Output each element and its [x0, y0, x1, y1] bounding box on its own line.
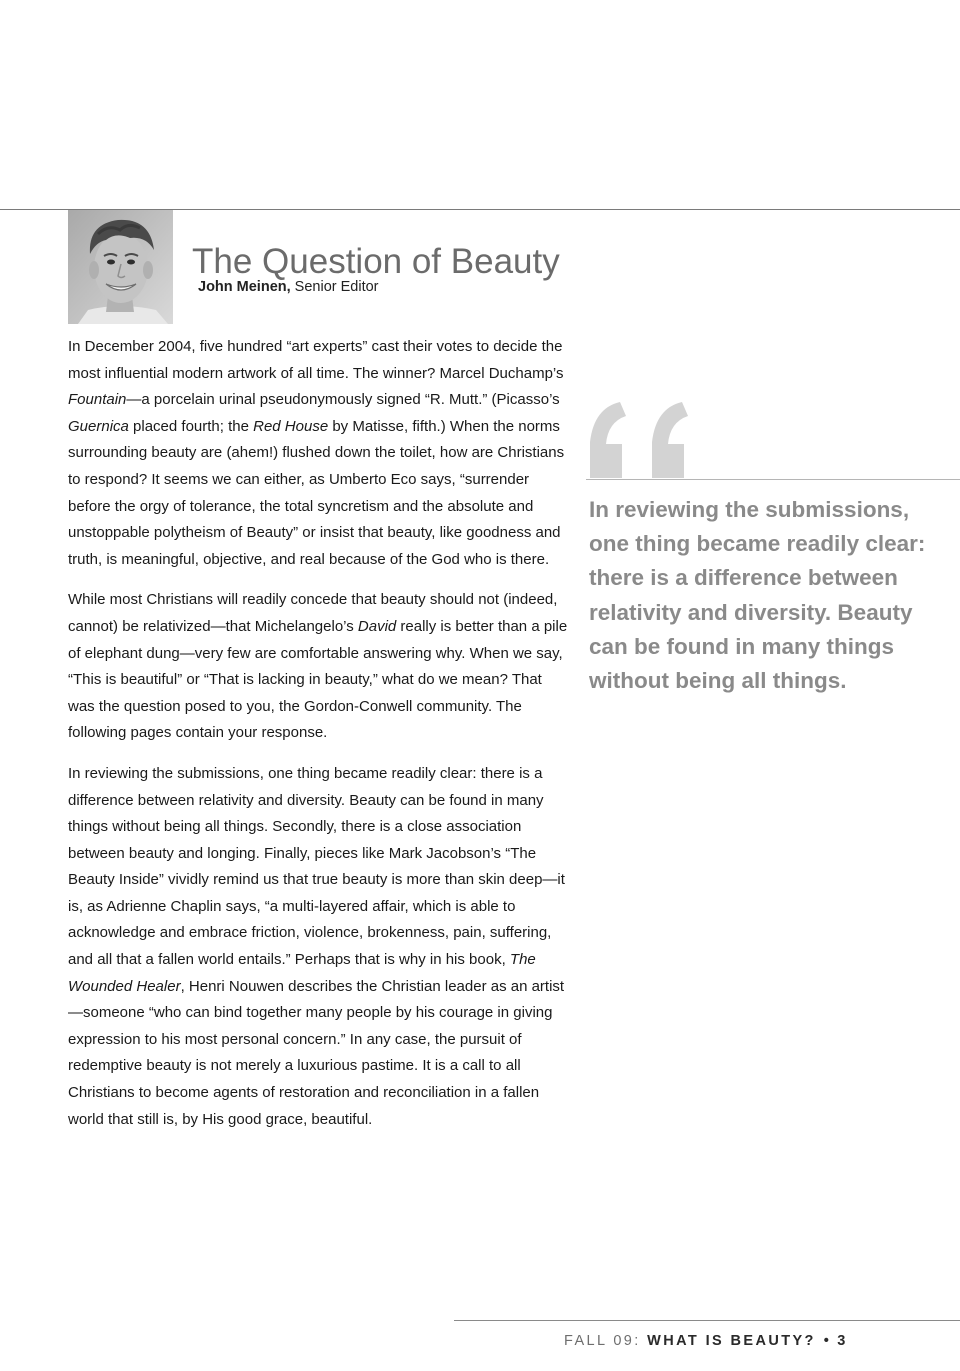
- article-body: [68, 334, 568, 1147]
- artwork-title: Guernica: [68, 417, 129, 435]
- article-title: The Question of Beauty: [192, 242, 560, 281]
- body-paragraph-3: [68, 761, 568, 1133]
- byline: [198, 279, 379, 295]
- pull-quote: In reviewing the submissions, one thing became readily clear: there is a difference between relativity and diversity. Beauty can be found in many things without being all things.: [589, 497, 926, 694]
- body-text: really is better than a pile of elephant dung—very few are comfortable answering why. When we say, “This is beautiful” or “That is lacking in beauty,” what do we mean? That was the question posed to you, the Gordon-Conwell community. The following pages contain your response.: [68, 617, 568, 742]
- page-footer: [564, 1333, 848, 1349]
- author-role: Senior Editor: [290, 279, 379, 295]
- author-portrait-photo: [68, 210, 173, 324]
- book-title: The Wounded Healer: [68, 951, 536, 995]
- pull-quote-rule: [586, 479, 960, 480]
- body-paragraph-2: [68, 587, 568, 747]
- footer-separator: •: [823, 1333, 832, 1349]
- page-number: 3: [837, 1333, 848, 1349]
- artwork-title: David: [357, 617, 397, 635]
- body-text: In December 2004, five hundred “art experts” cast their votes to decide the most influential modern artwork of all time. The winner? Marcel Duchamp’s: [68, 338, 564, 382]
- body-text: by Matisse, fifth.) When the norms surrounding beauty are (ahem!) flushed down the toilet, how are Christians to respond? It seems we can either, as Umberto Eco says, “surrender before the orgy of tolerance, the total syncretism and the absolute and unstoppable polytheism of Beauty” or insist that beauty, like goodness and truth, is meaningful, objective, and real because of the God who is there.: [68, 417, 565, 568]
- body-text: In reviewing the submissions, one thing became readily clear: there is a difference between relativity and diversity. Beauty can be found in many things without being all things. Secondly, there is a close association between beauty and longing. Finally, pieces like Mark Jacobson’s “The Beauty Inside” vividly remind us that true beauty is more than skin deep—it is, as Adrienne Chaplin says, “a multi-layered affair, which is able to acknowledge and embrace friction, violence, brokenness, pain, suffering, and all that a fallen world entails.” Perhaps that is why in his book,: [68, 764, 565, 969]
- author-portrait: [68, 210, 173, 324]
- body-paragraph-1: [68, 334, 568, 573]
- issue-label: FALL 09:: [564, 1333, 648, 1349]
- body-text: placed fourth; the: [128, 417, 254, 435]
- author-name: John Meinen,: [198, 279, 291, 295]
- artwork-title: Red House: [253, 417, 329, 435]
- artwork-title: Fountain: [68, 391, 127, 409]
- body-text: —a porcelain urinal pseudonymously signed “R. Mutt.” (Picasso’s: [126, 391, 560, 409]
- body-text: , Henri Nouwen describes the Christian leader as an artist—someone “who can bind together many people by his courage in giving expression to his most personal concern.” In any case, the pursuit of redemptive beauty is not merely a luxurious pastime. It is a call to all Christians to become agents of restoration and reconciliation in a fallen world that still is, by His good grace, beautiful.: [68, 977, 565, 1128]
- footer-rule: [454, 1320, 960, 1321]
- issue-title: WHAT IS BEAUTY?: [647, 1333, 816, 1349]
- body-text: While most Christians will readily concede that beauty should not (indeed, cannot) be relativized—that Michelangelo’s: [68, 591, 558, 635]
- open-quote-icon: [586, 398, 696, 482]
